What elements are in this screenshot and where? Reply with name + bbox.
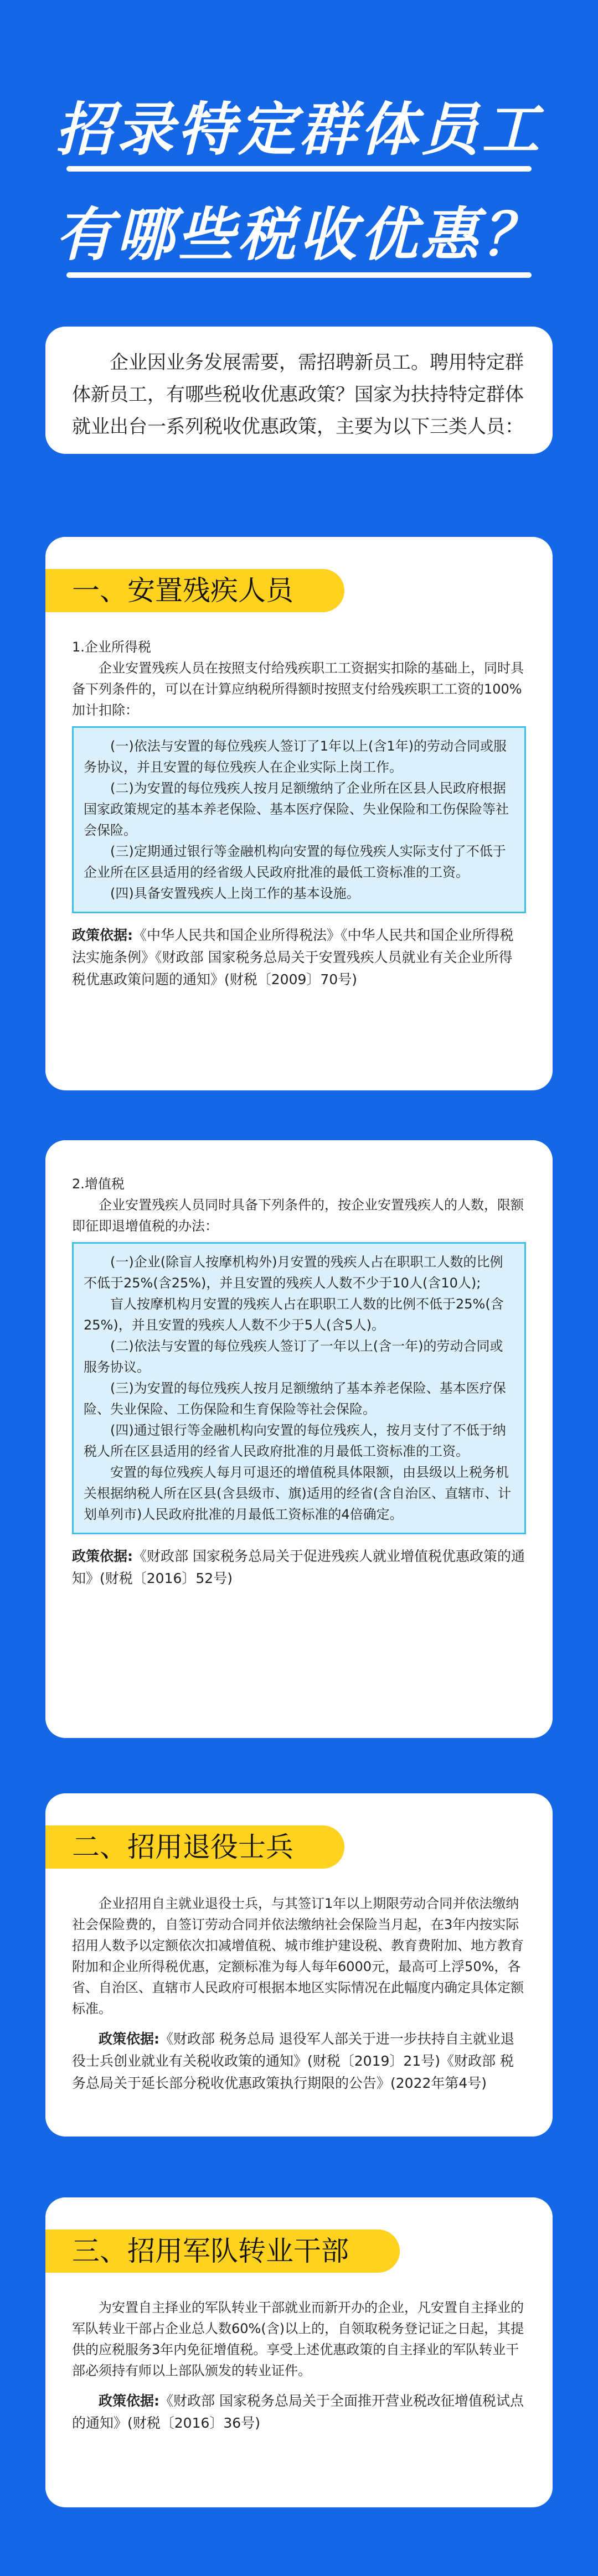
condition-item: (二)依法与安置的每位残疾人签订了一年以上(含一年)的劳动合同或服务协议。 bbox=[84, 1338, 503, 1375]
section-heading: 一、安置残疾人员 bbox=[45, 569, 344, 612]
section-card-veterans bbox=[45, 1793, 553, 2137]
policy-basis-label: 政策依据: bbox=[99, 2393, 159, 2409]
policy-basis-text: 《中华人民共和国企业所得税法》《中华人民共和国企业所得税法实施条例》《财政部 国家税务总局关于安置残疾人员就业有关企业所得税优惠政策问题的通知》(财税〔2009〕70号) bbox=[72, 927, 514, 987]
title-underline bbox=[66, 166, 532, 172]
policy-basis bbox=[72, 2028, 526, 2094]
conditions-box bbox=[72, 726, 526, 913]
subheading: 2.增值税 bbox=[72, 1176, 125, 1192]
policy-basis bbox=[72, 924, 526, 991]
condition-item: (一)企业(除盲人按摩机构外)月安置的残疾人占在职职工人数的比例不低于25%(含25%)，并且安置的残疾人人数不少于10人(含10人); bbox=[84, 1254, 503, 1291]
policy-basis-text: 《财政部 国家税务总局关于促进残疾人就业增值税优惠政策的通知》(财税〔2016〕52号) bbox=[72, 1548, 525, 1586]
condition-item: (四)通过银行等金融机构向安置的每位残疾人，按月支付了不低于纳税人所在区县适用的经省人民政府批准的月最低工资标准的工资。 bbox=[84, 1423, 506, 1459]
condition-item: 安置的每位残疾人每月可退还的增值税具体限额，由县级以上税务机关根据纳税人所在区县(含县级市、旗)适用的经省(含自治区、直辖市、计划单列市)人民政府批准的月最低工资标准的4倍确定。 bbox=[84, 1465, 512, 1522]
condition-item: (三)为安置的每位残疾人按月足额缴纳了基本养老保险、基本医疗保险、失业保险、工伤保险和生育保险等社会保险。 bbox=[84, 1380, 506, 1417]
page-title-line2: 有哪些税收优惠？ bbox=[55, 201, 543, 268]
policy-basis-text: 《财政部 税务总局 退役军人部关于进一步扶持自主就业退役士兵创业就业有关税收政策的通知》(财税〔2019〕21号)《财政部 税务总局关于延长部分税收优惠政策执行期限的公告》(2022年第4号) bbox=[72, 2031, 514, 2091]
section-heading: 三、招用军队转业干部 bbox=[45, 2230, 400, 2273]
policy-basis-label: 政策依据: bbox=[99, 2031, 159, 2047]
condition-item: (二)为安置的每位残疾人按月足额缴纳了企业所在区县人民政府根据国家政策规定的基本养老保险、基本医疗保险、失业保险和工伤保险等社会保险。 bbox=[84, 780, 509, 838]
title-underline bbox=[66, 272, 532, 278]
condition-item: (三)定期通过银行等金融机构向安置的每位残疾人实际支付了不低于企业所在区县适用的经省级人民政府批准的最低工资标准的工资。 bbox=[84, 844, 506, 880]
condition-item: (四)具备安置残疾人上岗工作的基本设施。 bbox=[110, 886, 360, 901]
section-heading: 二、招用退役士兵 bbox=[45, 1825, 344, 1869]
section-card-vat bbox=[45, 1140, 553, 1738]
paragraph: 企业招用自主就业退役士兵，与其签订1年以上期限劳动合同并依法缴纳社会保险费的，自签订劳动合同并依法缴纳社会保险当月起，在3年内按实际招用人数予以定额依次扣减增值税、城市维护建设税、教育费附加、地方教育附加和企业所得税优惠，定额标准为每人每年6000元，最高可上浮50%，各省、自治区、直辖市人民政府可根据本地区实际情况在此幅度内确定具体定额标准。 bbox=[72, 1896, 524, 2016]
section-card-military-cadres bbox=[45, 2197, 553, 2507]
page-title-line1: 招录特定群体员工 bbox=[55, 96, 543, 163]
subheading: 1.企业所得税 bbox=[72, 639, 151, 655]
paragraph: 企业安置残疾人员在按照支付给残疾职工工资据实扣除的基础上，同时具备下列条件的，可以在计算应纳税所得额时按照支付给残疾职工工资的100%加计扣除： bbox=[72, 660, 524, 718]
intro-text: 企业因业务发展需要，需招聘新员工。聘用特定群体新员工，有哪些税收优惠政策？国家为扶持特定群体就业出台一系列税收优惠政策，主要为以下三类人员： bbox=[72, 351, 524, 438]
condition-item: 盲人按摩机构月安置的残疾人占在职职工人数的比例不低于25%(含25%)，并且安置的残疾人人数不少于5人(含5人)。 bbox=[84, 1296, 504, 1333]
policy-basis-label: 政策依据: bbox=[72, 927, 133, 943]
policy-basis-label: 政策依据: bbox=[72, 1548, 133, 1564]
condition-item: (一)依法与安置的每位残疾人签订了1年以上(含1年)的劳动合同或服务协议，并且安置的每位残疾人在企业实际上岗工作。 bbox=[84, 738, 507, 775]
intro-card bbox=[45, 327, 553, 454]
section-card-disabled-employees bbox=[45, 537, 553, 1090]
policy-basis bbox=[72, 2390, 526, 2434]
policy-basis bbox=[72, 1545, 526, 1590]
paragraph: 为安置自主择业的军队转业干部就业而新开办的企业，凡安置自主择业的军队转业干部占企业总人数60%(含)以上的，自领取税务登记证之日起，其提供的应税服务3年内免征增值税。享受上述优惠政策的自主择业的军队转业干部必须持有师以上部队颁发的转业证件。 bbox=[72, 2300, 524, 2378]
paragraph: 企业安置残疾人员同时具备下列条件的，按企业安置残疾人的人数，限额即征即退增值税的办法： bbox=[72, 1197, 524, 1234]
policy-basis-text: 《财政部 国家税务总局关于全面推开营业税改征增值税试点的通知》(财税〔2016〕36号) bbox=[72, 2393, 524, 2431]
conditions-box bbox=[72, 1242, 526, 1534]
